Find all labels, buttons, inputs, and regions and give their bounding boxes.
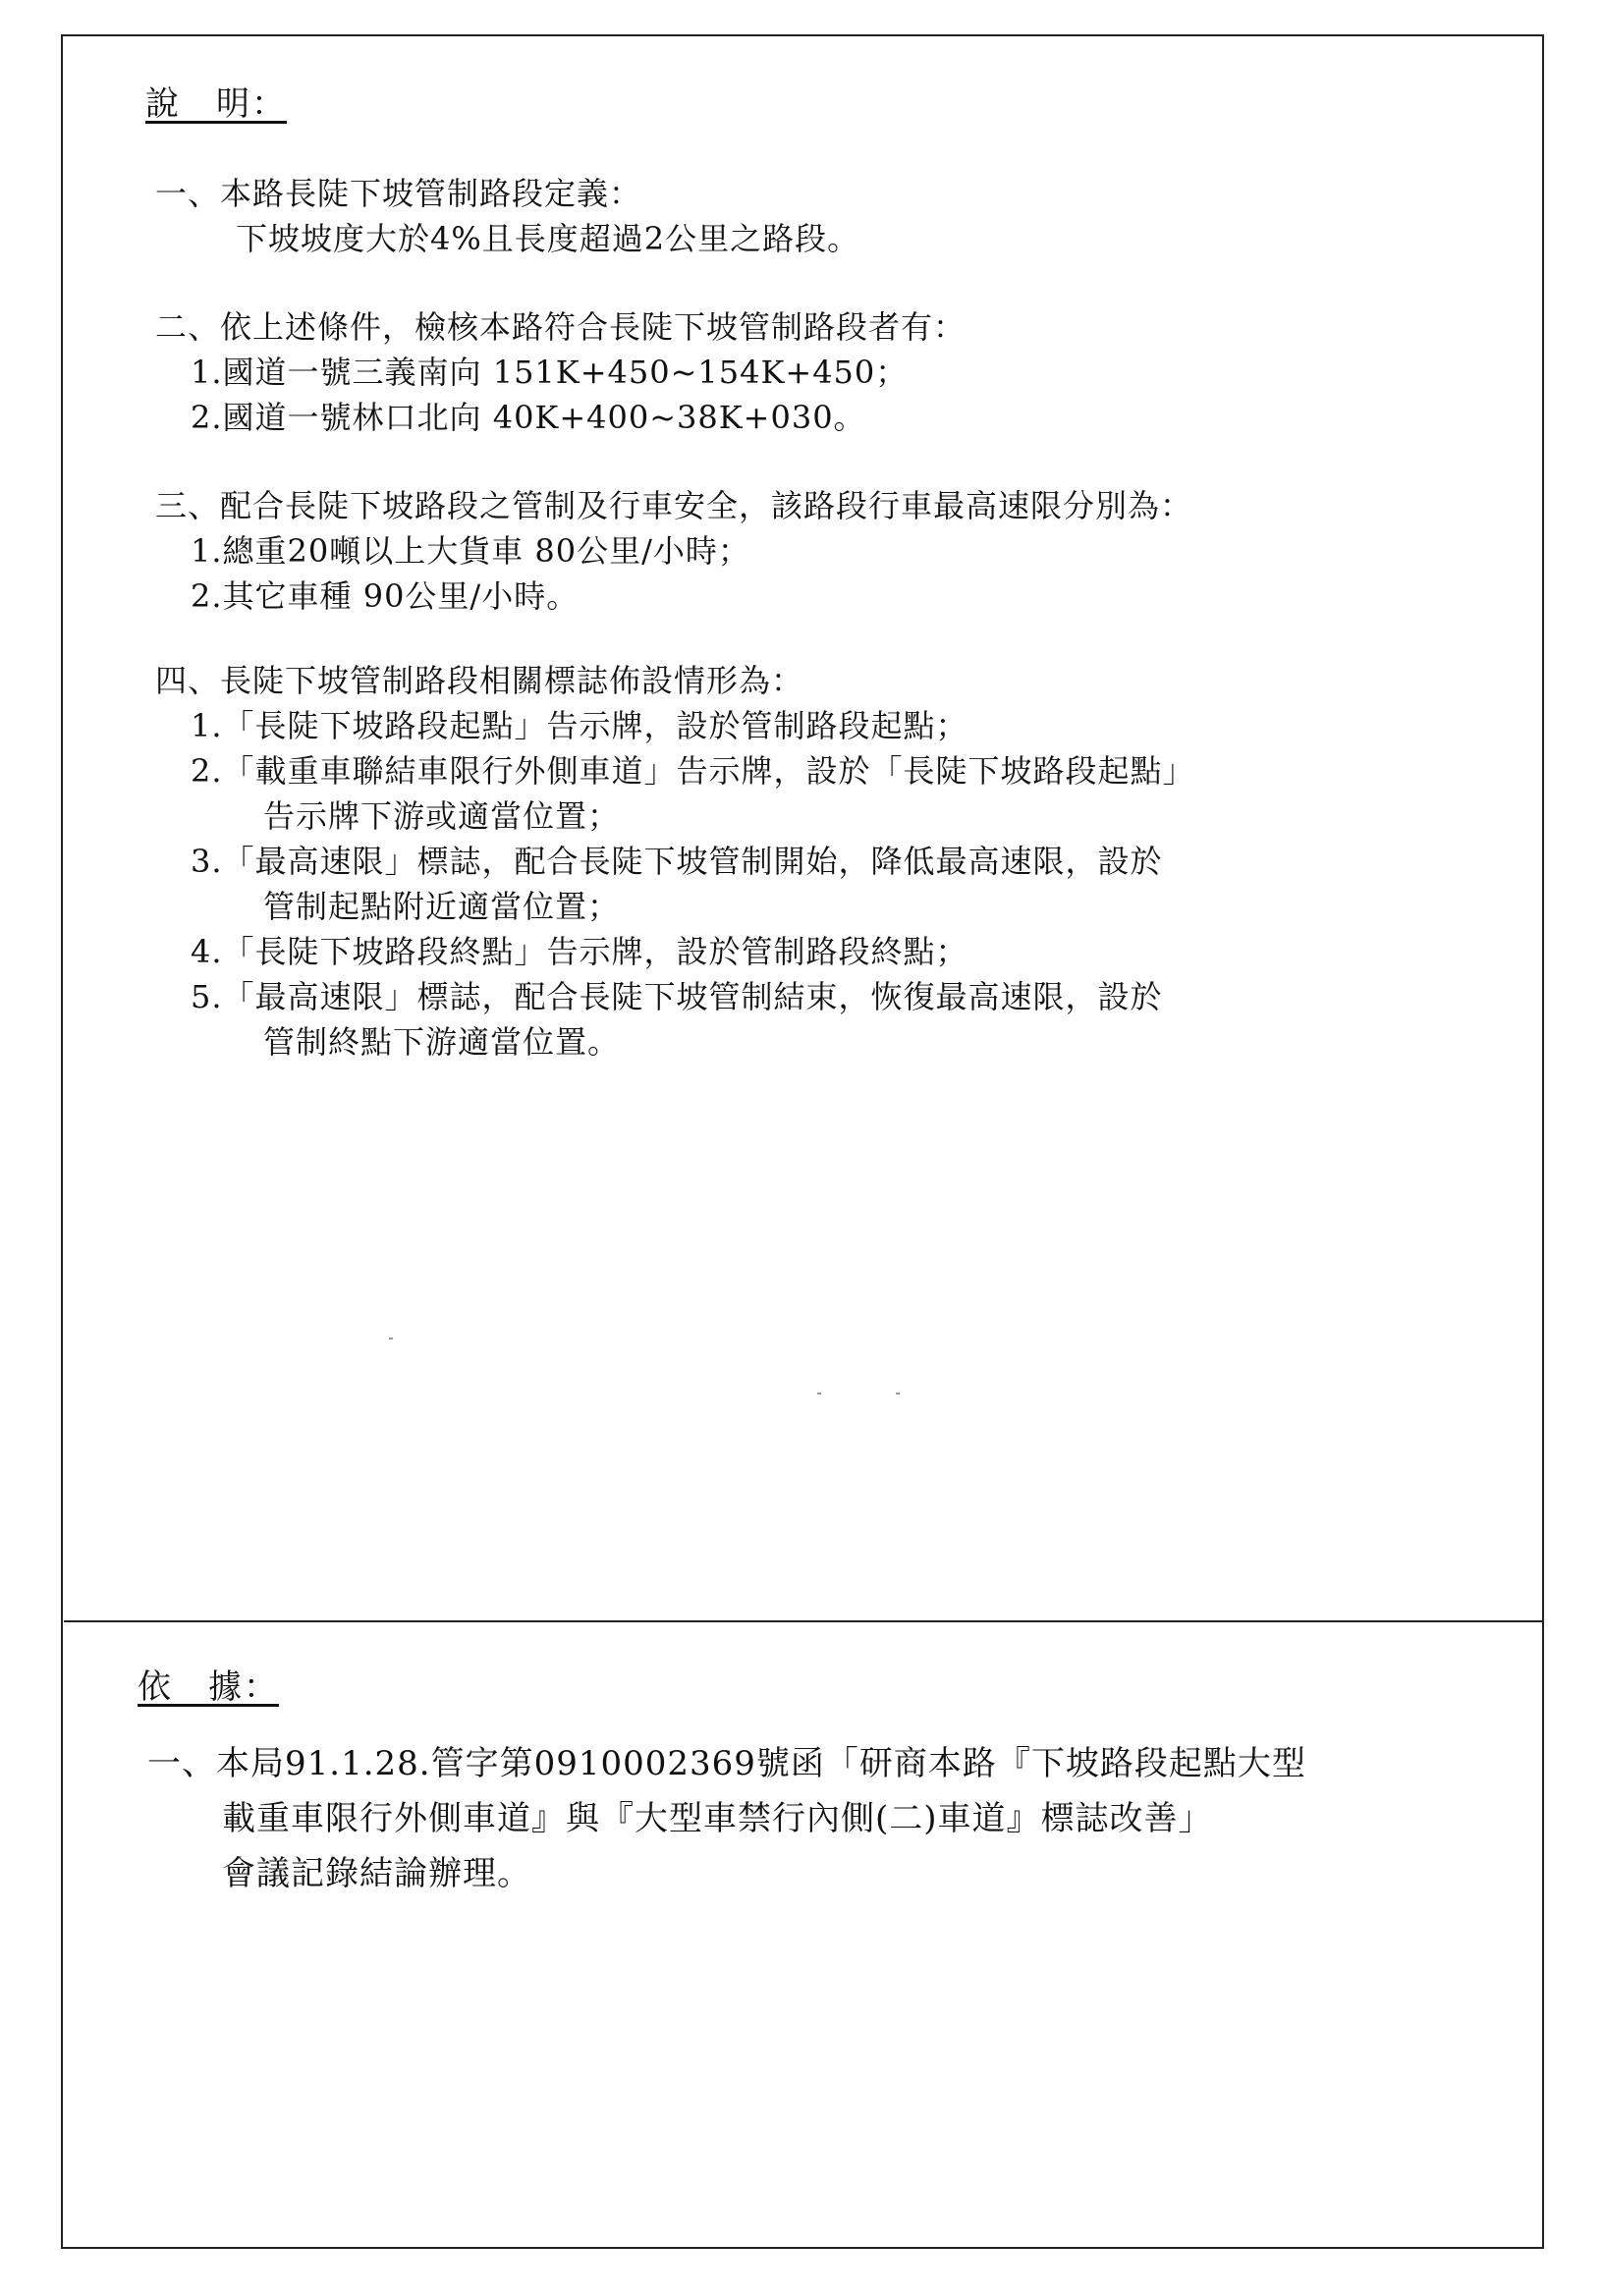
item-4-title: 四、長陡下坡管制路段相關標誌佈設情形為： (155, 662, 804, 699)
scan-speck (389, 1338, 393, 1339)
item-1-title: 一、本路長陡下坡管制路段定義： (155, 175, 642, 212)
item-4-line-2: 2.「載重車聯結車限行外側車道」告示牌，設於「長陡下坡路段起點」 (191, 752, 1195, 790)
item-3-line-1: 1.總重20噸以上大貨車 80公里/小時； (191, 532, 750, 570)
section-divider (64, 1620, 1544, 1622)
item-2-title: 二、依上述條件，檢核本路符合長陡下坡管制路段者有： (155, 308, 967, 346)
item-4-line-1: 1.「長陡下坡路段起點」告示牌，設於管制路段起點； (191, 707, 968, 744)
item-1-line-1: 下坡坡度大於4%且長度超過2公里之路段。 (236, 220, 860, 257)
basis-item-1-line-1: 載重車限行外側車道』與『大型車禁行內側(二)車道』標誌改善」 (222, 1799, 1213, 1838)
basis-heading: 依 據： (138, 1667, 279, 1707)
item-3-title: 三、配合長陡下坡路段之管制及行車安全，該路段行車最高速限分別為： (155, 487, 1193, 524)
basis-item-1-title: 一、本局91.1.28.管字第0910002369號函「研商本路『下坡路段起點大型 (147, 1744, 1306, 1783)
item-4-line-7: 5.「最高速限」標誌，配合長陡下坡管制結束，恢復最高速限，設於 (191, 978, 1163, 1015)
item-2-line-1: 1.國道一號三義南向 151K+450~154K+450； (191, 354, 909, 391)
explanation-heading: 說 明： (145, 84, 287, 124)
item-3-line-2: 2.其它車種 90公里/小時。 (191, 577, 580, 615)
item-4-line-3: 告示牌下游或適當位置； (263, 797, 621, 835)
basis-item-1-line-2: 會議記錄結論辦理。 (222, 1854, 531, 1893)
item-4-line-4: 3.「最高速限」標誌，配合長陡下坡管制開始，降低最高速限，設於 (191, 843, 1163, 880)
scan-speck (896, 1393, 900, 1394)
item-4-line-6: 4.「長陡下坡路段終點」告示牌，設於管制路段終點； (191, 933, 968, 970)
item-4-line-5: 管制起點附近適當位置； (263, 888, 621, 925)
scan-speck (817, 1393, 821, 1394)
item-2-line-2: 2.國道一號林口北向 40K+400~38K+030。 (191, 399, 866, 436)
item-4-line-8: 管制終點下游適當位置。 (263, 1023, 621, 1061)
